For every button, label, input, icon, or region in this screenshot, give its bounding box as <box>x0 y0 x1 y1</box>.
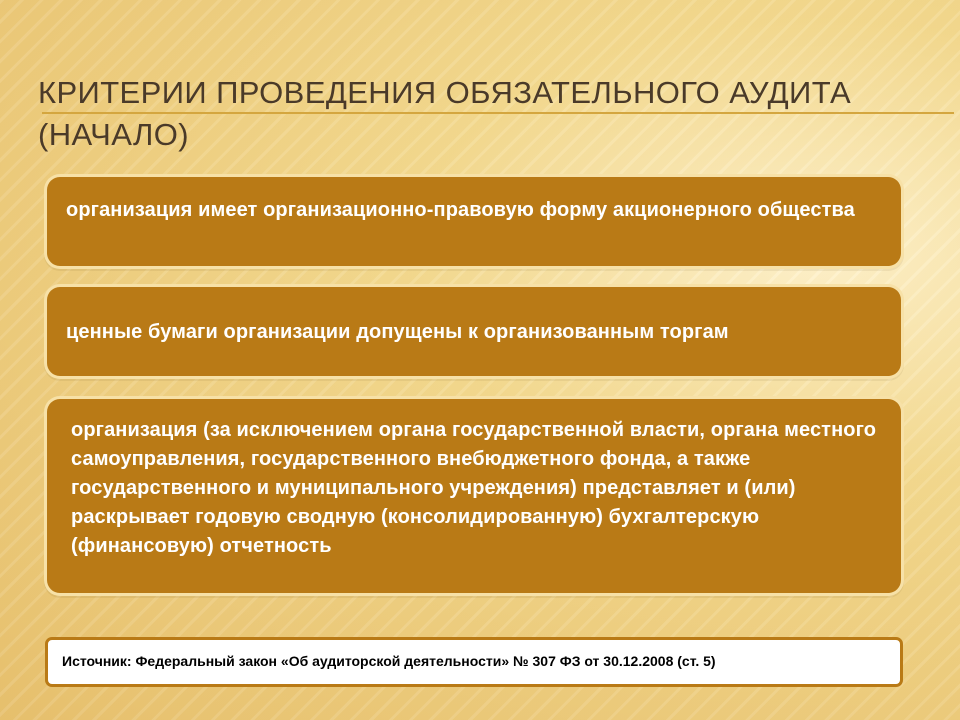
slide-title: КРИТЕРИИ ПРОВЕДЕНИЯ ОБЯЗАТЕЛЬНОГО АУДИТА (НАЧАЛО) <box>38 75 852 152</box>
criterion-box-joint-stock-company <box>44 174 904 269</box>
criterion-box-consolidated-reporting <box>44 396 904 596</box>
title-underline <box>42 112 954 114</box>
source-box <box>45 637 903 687</box>
criterion-text-consolidated-reporting: организация (за исключением органа государственной власти, органа местного самоуправления, государственного внебюджетного фонда, а также государственного и муниципального учреждения) представляет и (или) раскрывает годовую сводную (консолидированную) бухгалтерскую (финансовую) отчетность <box>71 419 877 557</box>
criterion-text-securities-trading: ценные бумаги организации допущены к организованным торгам <box>66 321 729 343</box>
source-text: Источник: Федеральный закон «Об аудиторской деятельности» № 307 ФЗ от 30.12.2008 (ст. 5) <box>62 653 716 669</box>
criterion-box-securities-trading <box>44 284 904 379</box>
criterion-text-joint-stock-company: организация имеет организационно-правовую форму акционерного общества <box>66 199 855 221</box>
